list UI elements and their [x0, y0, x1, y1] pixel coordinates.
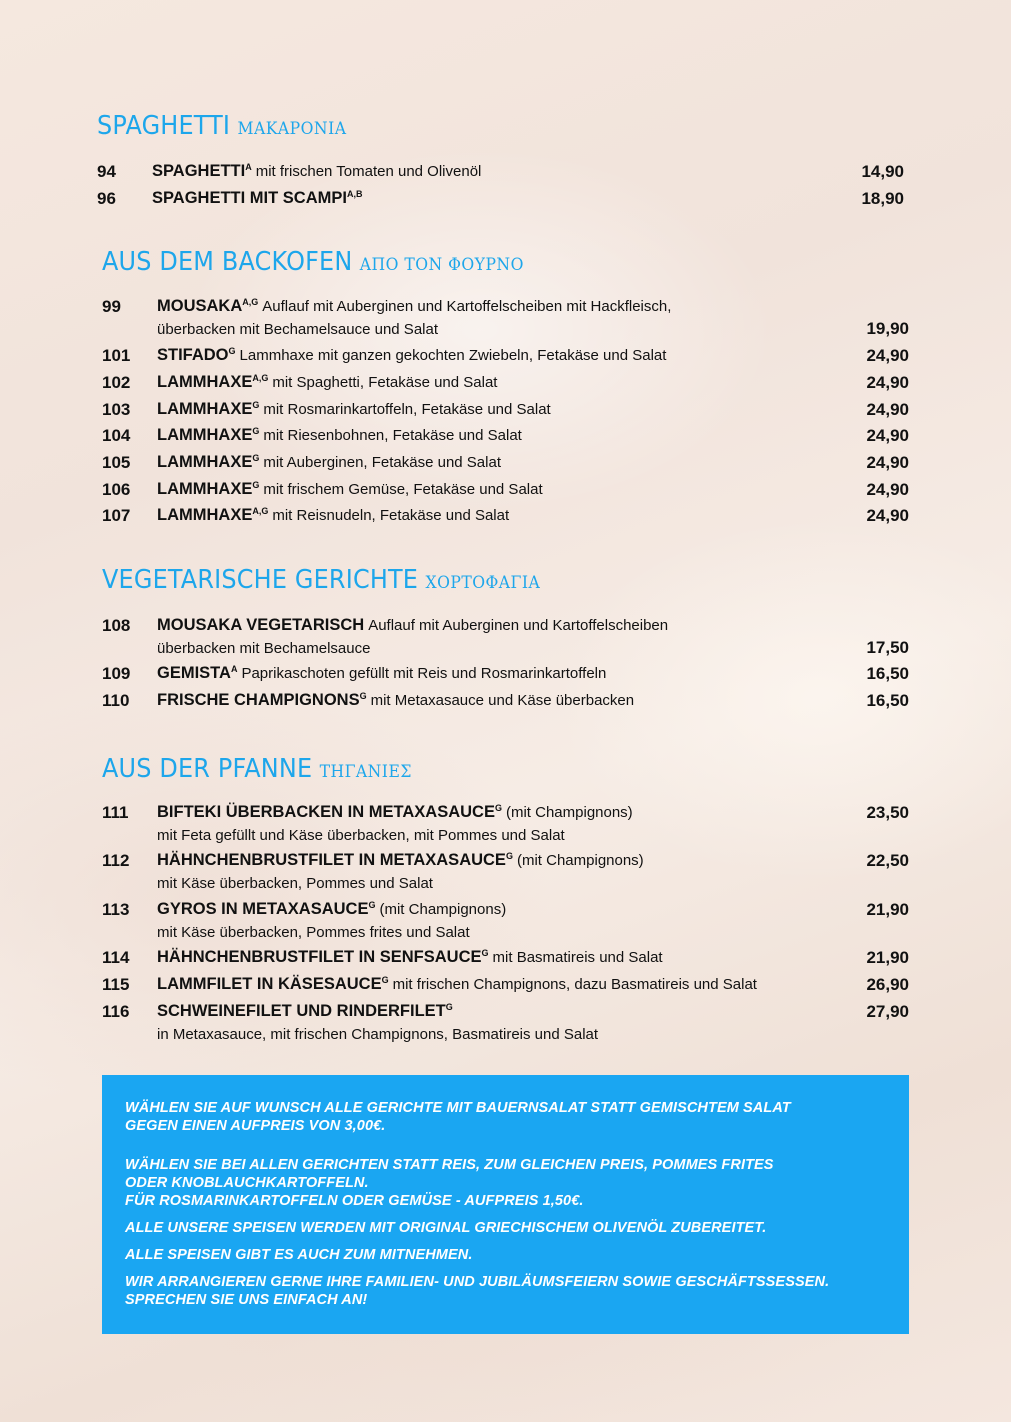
- item-price: 27,90: [866, 1002, 909, 1021]
- item-description-line2: in Metaxasauce, mit frischen Champignons, Basmatireis und Salat: [157, 1026, 599, 1043]
- item-description: mit Reisnudeln, Fetakäse und Salat: [272, 507, 510, 524]
- item-number: 105: [102, 453, 131, 472]
- item-description-line2: mit Käse überbacken, Pommes frites und Salat: [157, 924, 470, 941]
- info-note-oil: ALLE UNSERE SPEISEN WERDEN MIT ORIGINAL GRIECHISCHEM OLIVENÖL ZUBEREITET.: [125, 1220, 767, 1236]
- item-name: LAMMHAXE: [157, 373, 253, 391]
- item-name: SPAGHETTI MIT SCAMPI: [152, 189, 347, 207]
- item-name: FRISCHE CHAMPIGNONS: [157, 691, 360, 709]
- item-number: 114: [102, 948, 130, 967]
- item-number: 110: [102, 691, 130, 710]
- item-price: 16,50: [866, 691, 909, 710]
- item-line: [157, 851, 644, 870]
- section-title-greek: ΑΠΟ ΤΟΝ ΦΟΥΡΝΟ: [359, 255, 524, 275]
- item-line: [157, 975, 757, 994]
- item-name: SPAGHETTI: [152, 162, 246, 180]
- item-price: 18,90: [861, 189, 904, 208]
- item-number: 96: [97, 189, 116, 208]
- item-line: [157, 616, 668, 635]
- item-allergens: G: [368, 900, 376, 910]
- item-name: LAMMHAXE: [157, 426, 253, 444]
- section-title-text: SPAGHETTI: [97, 111, 231, 141]
- item-allergens: A,B: [346, 189, 363, 199]
- item-allergens: G: [481, 948, 489, 958]
- item-line: [157, 453, 501, 472]
- item-number: 108: [102, 616, 131, 635]
- item-line: [157, 900, 506, 919]
- section-title-text: AUS DEM BACKOFEN: [102, 247, 353, 277]
- item-price: 24,90: [866, 480, 909, 499]
- item-number: 111: [102, 803, 129, 822]
- item-name: GYROS IN METAXASAUCE: [157, 900, 369, 918]
- item-name: STIFADO: [157, 346, 229, 364]
- item-description: mit frischen Champignons, dazu Basmatireis und Salat: [392, 976, 757, 993]
- item-description: mit Basmatireis und Salat: [492, 949, 663, 966]
- item-price: 26,90: [866, 975, 909, 994]
- item-price: 22,50: [866, 851, 909, 870]
- item-number: 99: [102, 297, 121, 316]
- item-allergens: G: [505, 851, 513, 861]
- item-number: 102: [102, 373, 131, 392]
- item-price: 24,90: [866, 373, 909, 392]
- item-line: [157, 426, 522, 445]
- item-number: 94: [97, 162, 116, 181]
- item-line: [157, 373, 497, 392]
- item-number: 112: [102, 851, 130, 870]
- item-price: 21,90: [866, 900, 909, 919]
- section-title-pfanne: [102, 754, 412, 784]
- item-number: 115: [102, 975, 130, 994]
- item-name: LAMMHAXE: [157, 506, 253, 524]
- section-title-text: AUS DER PFANNE: [102, 754, 313, 784]
- item-name: HÄHNCHENBRUSTFILET IN SENFSAUCE: [157, 948, 482, 966]
- item-name: LAMMHAXE: [157, 453, 253, 471]
- item-name: GEMISTA: [157, 664, 231, 682]
- item-allergens: A: [245, 162, 252, 172]
- item-name: LAMMHAXE: [157, 480, 253, 498]
- item-number: 106: [102, 480, 131, 499]
- item-number: 101: [102, 346, 131, 365]
- item-allergens: A,G: [242, 297, 259, 307]
- item-description: Lammhaxe mit ganzen gekochten Zwiebeln, Fetakäse und Salat: [239, 347, 667, 364]
- item-description: (mit Champignons): [505, 804, 633, 821]
- section-title-backofen: [102, 247, 524, 277]
- item-description: (mit Champignons): [379, 901, 507, 918]
- item-line: [157, 803, 633, 822]
- item-allergens: A: [230, 664, 238, 674]
- item-allergens: G: [252, 426, 260, 436]
- item-name: LAMMFILET IN KÄSESAUCE: [157, 975, 382, 993]
- section-title-text: VEGETARISCHE GERICHTE: [102, 565, 419, 595]
- info-box: [102, 1075, 909, 1334]
- item-description: mit Metaxasauce und Käse überbacken: [370, 692, 635, 709]
- item-price: 19,90: [866, 319, 909, 338]
- item-description: mit Auberginen, Fetakäse und Salat: [263, 454, 501, 471]
- item-allergens: G: [445, 1002, 453, 1012]
- item-allergens: G: [252, 453, 260, 463]
- item-description: Auflauf mit Auberginen und Kartoffelscheiben: [368, 617, 669, 634]
- section-title-spaghetti: [97, 111, 346, 141]
- info-note-sides: WÄHLEN SIE BEI ALLEN GERICHTEN STATT REIS, ZUM GLEICHEN PREIS, POMMES FRITES ODER KNOBLAUCHKARTOFFELN. FÜR ROSMARINKARTOFFELN ODER GEMÜSE - AUFPREIS 1,50€.: [125, 1157, 774, 1209]
- item-line: [157, 480, 543, 499]
- item-allergens: A,G: [252, 373, 269, 383]
- item-line: [157, 400, 551, 419]
- item-allergens: G: [252, 400, 260, 410]
- item-line: [152, 162, 481, 181]
- section-title-greek: ΤΗΓΑΝΙΕΣ: [319, 762, 412, 782]
- item-description-line2: mit Käse überbacken, Pommes und Salat: [157, 875, 433, 892]
- item-line: [157, 691, 634, 710]
- item-description: Paprikaschoten gefüllt mit Reis und Rosmarinkartoffeln: [241, 665, 607, 682]
- item-line: [157, 506, 509, 525]
- item-number: 107: [102, 506, 131, 525]
- item-price: 17,50: [866, 638, 909, 657]
- item-description-line2: mit Feta gefüllt und Käse überbacken, mit Pommes und Salat: [157, 827, 565, 844]
- item-number: 109: [102, 664, 131, 683]
- item-name: LAMMHAXE: [157, 400, 253, 418]
- item-name: MOUSAKA: [157, 297, 243, 315]
- item-line: [157, 1002, 457, 1021]
- item-price: 24,90: [866, 426, 909, 445]
- item-description: (mit Champignons): [516, 852, 644, 869]
- item-line: [157, 346, 666, 365]
- item-allergens: G: [359, 691, 367, 701]
- item-line: [152, 189, 366, 208]
- item-number: 103: [102, 400, 131, 419]
- item-price: 14,90: [861, 162, 904, 181]
- item-name: MOUSAKA VEGETARISCH: [157, 616, 365, 634]
- item-price: 24,90: [866, 400, 909, 419]
- item-description: mit frischen Tomaten und Olivenöl: [255, 163, 482, 180]
- item-description-line2: überbacken mit Bechamelsauce: [157, 640, 371, 657]
- item-description: Auflauf mit Auberginen und Kartoffelscheiben mit Hackfleisch,: [262, 298, 672, 315]
- item-number: 104: [102, 426, 131, 445]
- item-number: 116: [102, 1002, 130, 1021]
- info-note-takeaway: ALLE SPEISEN GIBT ES AUCH ZUM MITNEHMEN.: [125, 1247, 473, 1263]
- item-allergens: G: [252, 480, 260, 490]
- item-name: HÄHNCHENBRUSTFILET IN METAXASAUCE: [157, 851, 506, 869]
- item-description: mit Spaghetti, Fetakäse und Salat: [272, 374, 498, 391]
- item-allergens: A,G: [252, 506, 269, 516]
- item-line: [157, 297, 671, 316]
- item-price: 24,90: [866, 453, 909, 472]
- item-price: 16,50: [866, 664, 909, 683]
- item-description-line2: überbacken mit Bechamelsauce und Salat: [157, 321, 439, 338]
- item-line: [157, 664, 606, 683]
- item-allergens: G: [228, 346, 236, 356]
- item-number: 113: [102, 900, 130, 919]
- item-description: mit Riesenbohnen, Fetakäse und Salat: [263, 427, 522, 444]
- item-price: 24,90: [866, 346, 909, 365]
- item-line: [157, 948, 663, 967]
- item-name: BIFTEKI ÜBERBACKEN IN METAXASAUCE: [157, 803, 495, 821]
- item-name: SCHWEINEFILET UND RINDERFILET: [157, 1002, 446, 1020]
- section-title-greek: ΧΟΡΤΟΦΑΓΙΑ: [425, 573, 541, 593]
- section-title-greek: ΜΑΚΑΡΟΝΙΑ: [237, 119, 347, 139]
- item-allergens: G: [494, 803, 502, 813]
- info-note-events: WIR ARRANGIEREN GERNE IHRE FAMILIEN- UND JUBILÄUMSFEIERN SOWIE GESCHÄFTSSESSEN. SPRECHEN SIE UNS EINFACH AN!: [125, 1274, 830, 1308]
- item-price: 23,50: [866, 803, 909, 822]
- item-allergens: G: [381, 975, 389, 985]
- item-price: 21,90: [866, 948, 909, 967]
- info-note-salad: WÄHLEN SIE AUF WUNSCH ALLE GERICHTE MIT BAUERNSALAT STATT GEMISCHTEM SALAT GEGEN EINEN AUFPREIS VON 3,00€.: [125, 1100, 791, 1134]
- section-title-vegetarisch: [102, 565, 540, 595]
- item-price: 24,90: [866, 506, 909, 525]
- item-description: mit frischem Gemüse, Fetakäse und Salat: [263, 481, 543, 498]
- item-description: mit Rosmarinkartoffeln, Fetakäse und Salat: [263, 401, 551, 418]
